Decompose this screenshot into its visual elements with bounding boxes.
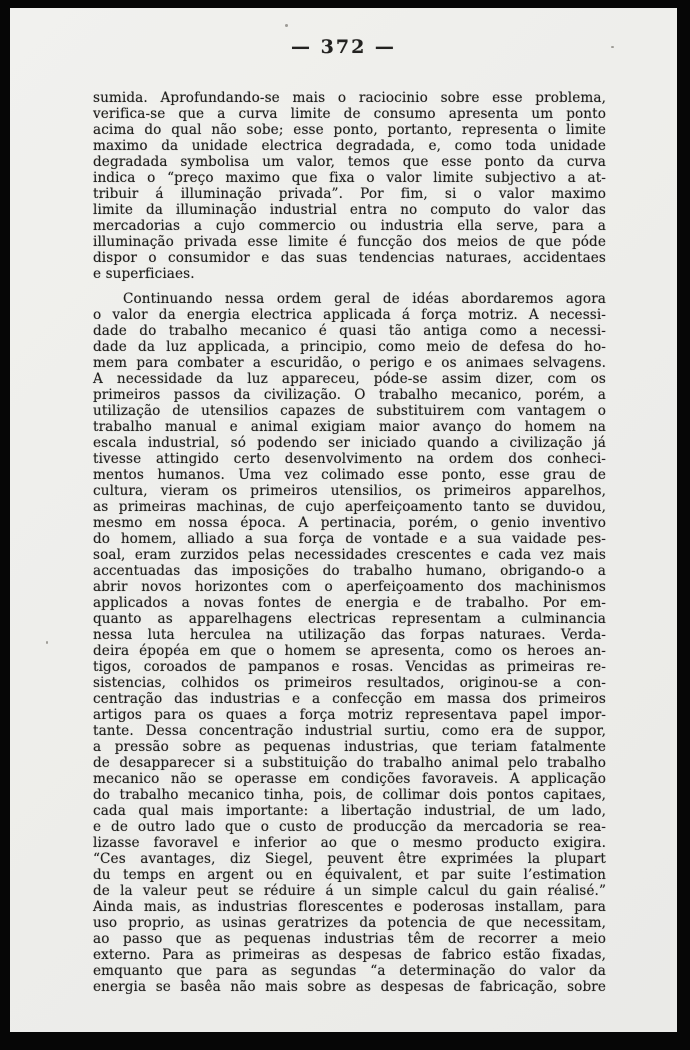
text-line: tivesse attingido certo desenvolvimento na ordem dos conheci- xyxy=(93,451,606,467)
text-line: primeiros passos da civilização. O trabalho mecanico, porém, a xyxy=(93,387,606,403)
text-line: externo. Para as primeiras as despesas de fabrico estão fixadas, xyxy=(93,947,606,963)
text-line: emquanto que para as segundas “a determinação do valor da xyxy=(93,963,606,979)
text-line: do trabalho mecanico tinha, pois, de collimar dois pontos capitaes, xyxy=(93,787,606,803)
text-line: sistencias, colhidos os primeiros resultados, originou-se a con- xyxy=(93,675,606,691)
text-line: indica o “preço maximo que fixa o valor limite subjectivo a at- xyxy=(93,170,606,186)
text-line: o valor da energia electrica applicada á força motriz. A necessi- xyxy=(93,307,606,323)
text-line: abrir novos horizontes com o aperfeiçoamento dos machinismos xyxy=(93,579,606,595)
text-line: nessa luta herculea na utilização das forpas naturaes. Verda- xyxy=(93,627,606,643)
text-line: uso proprio, as usinas geratrizes da potencia de que necessitam, xyxy=(93,915,606,931)
text-line: e de outro lado que o custo de producção da mercadoria se rea- xyxy=(93,819,606,835)
text-line: mesmo em nossa época. A pertinacia, porém, o genio inventivo xyxy=(93,515,606,531)
text-line: degradada symbolisa um valor, temos que esse ponto da curva xyxy=(93,154,606,170)
text-line: escala industrial, só podendo ser iniciado quando a civilização já xyxy=(93,435,606,451)
text-line: applicados a novas fontes de energia e de trabalho. Por em- xyxy=(93,595,606,611)
text-line: lizasse favoravel e inferior ao que o mesmo producto exigira. xyxy=(93,835,606,851)
text-line: ao passo que as pequenas industrias têm de recorrer a meio xyxy=(93,931,606,947)
text-line: de la valeur peut se réduire á un simple calcul du gain réalisé.” xyxy=(93,883,606,899)
page-number: — 372 — xyxy=(291,36,396,58)
text-line: cultura, vieram os primeiros utensilios, os primeiros apparelhos, xyxy=(93,483,606,499)
text-line: dade da luz applicada, a principio, como meio de defesa do ho- xyxy=(93,339,606,355)
text-line: verifica-se que a curva limite de consumo apresenta um ponto xyxy=(93,106,606,122)
text-line: tribuir á illuminação privada”. Por fim, si o valor maximo xyxy=(93,186,606,202)
text-line: centração das industrias e a confecção em massa dos primeiros xyxy=(93,691,606,707)
text-line: Ainda mais, as industrias florescentes e poderosas installam, para xyxy=(93,899,606,915)
paragraph xyxy=(93,291,606,995)
text-line: A necessidade da luz appareceu, póde-se assim dizer, com os xyxy=(93,371,606,387)
text-line: trabalho manual e animal exigiam maior avanço do homem na xyxy=(93,419,606,435)
text-line: limite da illuminação industrial entra no computo do valor das xyxy=(93,202,606,218)
text-line: a pressão sobre as pequenas industrias, que teriam fatalmente xyxy=(93,739,606,755)
text-line: artigos para os quaes a força motriz representava papel impor- xyxy=(93,707,606,723)
text-line: energia se basêa não mais sobre as despesas de fabricação, sobre xyxy=(93,979,606,995)
text-line: cada qual mais importante: a libertação industrial, de um lado, xyxy=(93,803,606,819)
text-line: quanto as apparelhagens electricas representam a culminancia xyxy=(93,611,606,627)
scan-speck xyxy=(46,641,48,644)
text-line: illuminação privada esse limite é funcção dos meios de que póde xyxy=(93,234,606,250)
text-line: deira épopéa em que o homem se apresenta, como os heroes an- xyxy=(93,643,606,659)
paragraph xyxy=(93,90,606,282)
scan-speck xyxy=(285,24,288,27)
text-line: sumida. Aprofundando-se mais o raciocinio sobre esse problema, xyxy=(93,90,606,106)
text-line: Continuando nessa ordem geral de idéas abordaremos agora xyxy=(123,291,606,307)
text-line: do homem, alliado a sua força de vontade e a sua vaidade pes- xyxy=(93,531,606,547)
text-line: maximo da unidade electrica degradada, e, como toda unidade xyxy=(93,138,606,154)
text-line: e superficiaes. xyxy=(93,266,195,282)
text-line: du temps en argent ou en équivalent, et par suite l’estimation xyxy=(93,867,606,883)
scan-speck xyxy=(611,46,614,48)
text-line: tante. Dessa concentração industrial surtiu, como era de suppor, xyxy=(93,723,606,739)
text-line: acima do qual não sobe; esse ponto, portanto, representa o limite xyxy=(93,122,606,138)
text-line: as primeiras machinas, de cujo aperfeiçoamento tanto se duvidou, xyxy=(93,499,606,515)
book-page xyxy=(10,8,677,1032)
text-line: dispor o consumidor e das suas tendencias naturaes, accidentaes xyxy=(93,250,606,266)
text-line: de desapparecer si a substituição do trabalho animal pelo trabalho xyxy=(93,755,606,771)
text-line: accentuadas das imposições do trabalho humano, obrigando-o a xyxy=(93,563,606,579)
text-line: mentos humanos. Uma vez colimado esse ponto, esse grau de xyxy=(93,467,606,483)
text-line: dade do trabalho mecanico é quasi tão antiga como a necessi- xyxy=(93,323,606,339)
text-line: “Ces avantages, diz Siegel, peuvent être exprimées la plupart xyxy=(93,851,606,867)
text-line: mercadorias a cujo commercio ou industria ella serve, para a xyxy=(93,218,606,234)
text-line: soal, eram zurzidos pelas necessidades crescentes e cada vez mais xyxy=(93,547,606,563)
text-line: utilização de utensilios capazes de substituirem com vantagem o xyxy=(93,403,606,419)
text-line: mecanico não se operasse em condições favoraveis. A applicação xyxy=(93,771,606,787)
text-line: tigos, coroados de pampanos e rosas. Vencidas as primeiras re- xyxy=(93,659,606,675)
text-block xyxy=(93,90,606,995)
text-line: mem para combater a escuridão, o perigo e os animaes selvagens. xyxy=(93,355,606,371)
